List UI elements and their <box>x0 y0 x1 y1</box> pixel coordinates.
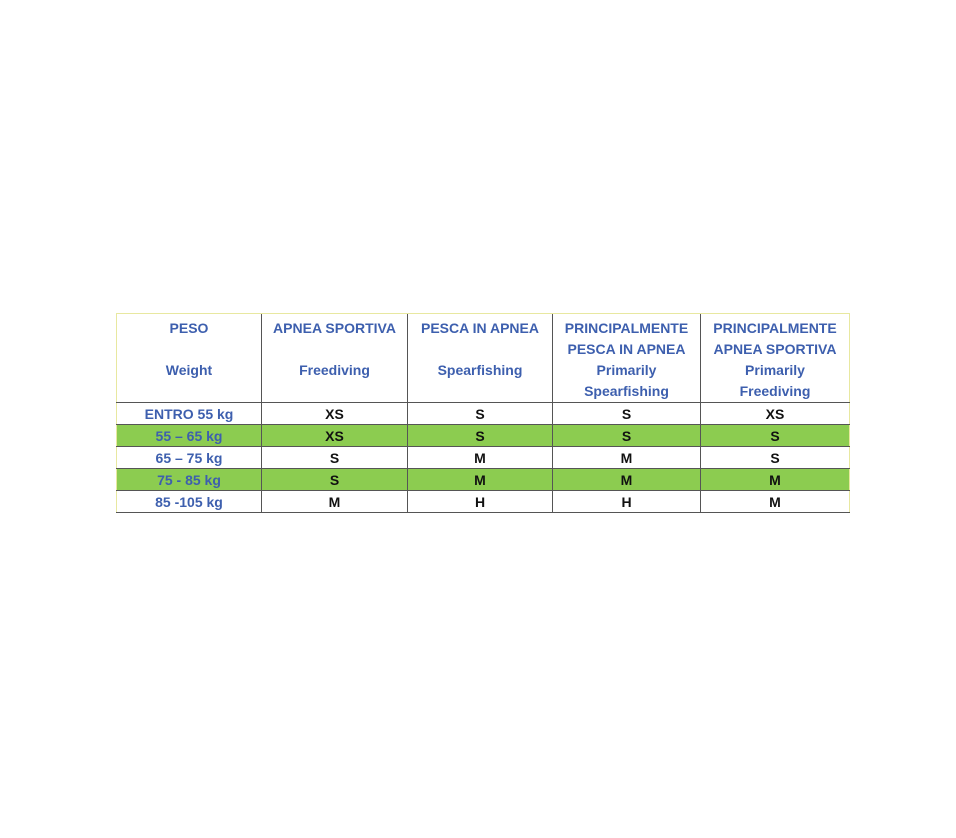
size-cell: XS <box>262 403 408 425</box>
size-cell: M <box>553 469 701 491</box>
size-cell: S <box>701 447 850 469</box>
header-freediving-en: Freediving <box>299 362 370 378</box>
size-chart-table <box>116 313 850 513</box>
header-primarily-freediving <box>701 314 850 403</box>
size-cell: XS <box>701 403 850 425</box>
header-primarily-freediving-en2: Freediving <box>739 383 811 399</box>
header-weight-it: PESO <box>169 320 209 336</box>
header-primarily-freediving-it: PRINCIPALMENTE <box>713 320 837 336</box>
size-cell: S <box>262 469 408 491</box>
size-cell: S <box>408 403 553 425</box>
weight-cell: 75 - 85 kg <box>117 469 262 491</box>
header-weight-en: Weight <box>165 362 213 378</box>
header-weight <box>117 314 262 403</box>
table-row <box>117 447 850 469</box>
size-cell: M <box>701 491 850 513</box>
size-cell: S <box>262 447 408 469</box>
header-spearfishing-spacer <box>408 339 552 360</box>
weight-cell: 55 – 65 kg <box>117 425 262 447</box>
table-row <box>117 491 850 513</box>
table-row <box>117 469 850 491</box>
table-row <box>117 425 850 447</box>
header-weight-spacer <box>117 339 261 360</box>
size-cell: M <box>262 491 408 513</box>
size-cell: M <box>553 447 701 469</box>
size-cell: H <box>408 491 553 513</box>
header-spearfishing-it: PESCA IN APNEA <box>421 320 539 336</box>
header-row <box>117 314 850 403</box>
header-freediving-it: APNEA SPORTIVA <box>273 320 396 336</box>
size-cell: H <box>553 491 701 513</box>
size-cell: S <box>701 425 850 447</box>
header-spearfishing <box>408 314 553 403</box>
header-primarily-freediving-it2: APNEA SPORTIVA <box>713 341 837 357</box>
header-freediving-spacer <box>262 339 407 360</box>
weight-cell: 65 – 75 kg <box>117 447 262 469</box>
header-primarily-spearfishing <box>553 314 701 403</box>
size-cell: M <box>408 469 553 491</box>
size-cell: M <box>701 469 850 491</box>
header-freediving <box>262 314 408 403</box>
size-cell: S <box>553 425 701 447</box>
header-spearfishing-en: Spearfishing <box>437 362 523 378</box>
weight-cell: ENTRO 55 kg <box>117 403 262 425</box>
header-primarily-spearfishing-en: Primarily <box>596 362 657 378</box>
header-primarily-spearfishing-en2: Spearfishing <box>584 383 669 399</box>
header-primarily-spearfishing-it: PRINCIPALMENTE <box>564 320 689 336</box>
size-cell: XS <box>262 425 408 447</box>
size-cell: S <box>553 403 701 425</box>
header-primarily-spearfishing-it2: PESCA IN APNEA <box>567 341 686 357</box>
size-cell: M <box>408 447 553 469</box>
table-row <box>117 403 850 425</box>
size-cell: S <box>408 425 553 447</box>
weight-cell: 85 -105 kg <box>117 491 262 513</box>
header-primarily-freediving-en: Primarily <box>745 362 805 378</box>
